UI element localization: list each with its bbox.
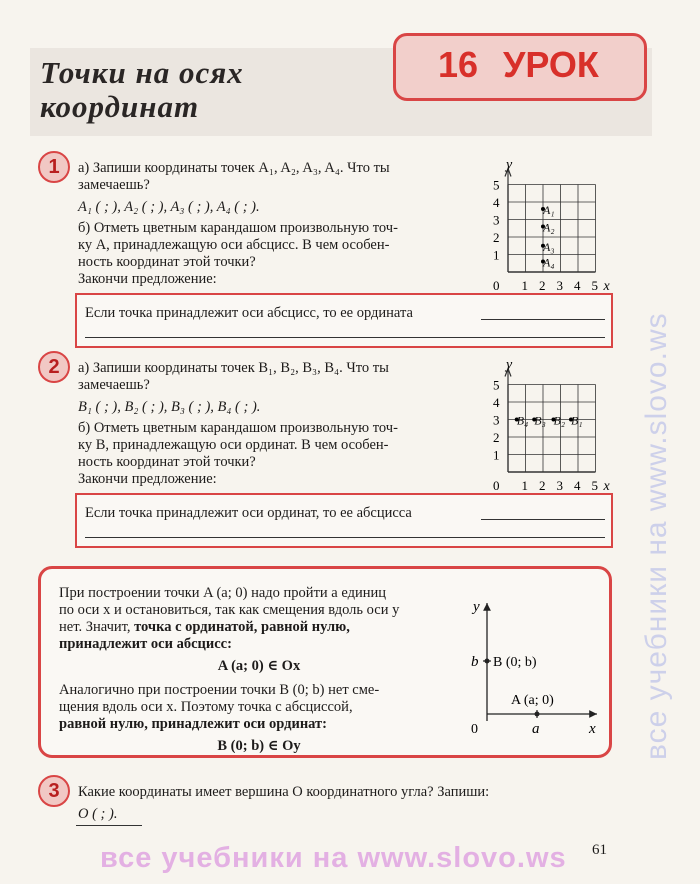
watermark-side: все учебники на www.slovo.ws [640, 312, 673, 760]
task-1-number: 1 [38, 151, 70, 183]
formula-ox: A (a; 0) ∈ Ox [217, 658, 301, 674]
task-2-number: 2 [38, 351, 70, 383]
point-label: A₂ [543, 220, 555, 235]
b-label: b [471, 654, 479, 670]
point-label: A₄ [543, 255, 555, 270]
a-point-label: A (a; 0) [511, 693, 554, 708]
answer-line[interactable] [481, 319, 605, 320]
origin-label: 0 [493, 278, 500, 293]
answer-line[interactable] [481, 519, 605, 520]
y-axis-label: y [473, 599, 480, 615]
watermark-bottom: все учебники на www.slovo.ws [100, 842, 567, 874]
y-tick-label: 5 [493, 177, 500, 193]
x-axis-label: x [603, 479, 610, 494]
task-2-text [78, 360, 478, 471]
lesson-number: 16 [438, 44, 479, 85]
origin-label: 0 [493, 478, 500, 493]
task-1-answer-box [75, 293, 613, 348]
x-tick-label: 2 [539, 278, 546, 293]
task-2-finish: Закончи предложение: [78, 471, 217, 487]
point-label: B₁ [571, 413, 583, 428]
x-tick-label: 3 [556, 478, 563, 493]
task-1-line-1: а) Запиши координаты точек A₁, A₂, A₃, A₄. Что ты [78, 160, 390, 176]
lesson-badge [393, 33, 647, 101]
x-tick-label: 2 [539, 478, 546, 493]
y-tick-label: 2 [493, 430, 500, 445]
task-1-finish: Закончи предложение: [78, 271, 217, 287]
task-2-coords: B₁ ( ; ), B₂ ( ; ), B₃ ( ; ), B₄ ( ; ). [78, 399, 261, 415]
point-label: A₁ [543, 203, 555, 217]
y-tick-label: 1 [493, 447, 500, 463]
task-1-coords: A₁ ( ; ), A₂ ( ; ), A₃ ( ; ), A₄ ( ; ). [78, 199, 260, 215]
rule-line: равной нулю, принадлежит оси ординат: [59, 716, 327, 732]
axis-diagram [461, 593, 611, 738]
y-tick-label: 3 [493, 412, 500, 428]
coordinate-grid-1 [470, 160, 630, 295]
x-tick-label: 1 [521, 478, 528, 493]
y-tick-label: 3 [493, 212, 500, 228]
task-2-line-1: а) Запиши координаты точек B₁, B₂, B₃, B₄. Что ты [78, 360, 389, 376]
task-3-answer[interactable]: O ( ; ). [78, 806, 118, 822]
x-tick-label: 3 [556, 278, 563, 293]
x-axis-label: x [589, 721, 596, 737]
y-tick-label: 4 [493, 395, 500, 410]
answer-underline [76, 825, 142, 826]
point-label: B₂ [553, 413, 566, 428]
x-tick-label: 4 [574, 278, 581, 293]
origin-label: 0 [471, 722, 478, 737]
rule-text [59, 585, 459, 755]
y-tick-label: 2 [493, 230, 500, 245]
y-axis-label: y [506, 360, 513, 373]
task-1-b-line-2: ку A, принадлежащую оси абсцисс. В чем особен- [78, 237, 390, 253]
x-axis-label: x [603, 279, 610, 294]
y-axis-label: y [506, 160, 513, 173]
point-label: B₄ [516, 413, 529, 428]
rule-line: При построении точки A (a; 0) надо пройти a единиц [59, 585, 387, 601]
grid-1-group [493, 160, 611, 294]
title-line-1: Точки на осях [40, 55, 244, 90]
x-tick-label: 1 [521, 278, 528, 293]
x-tick-label: 5 [591, 278, 598, 293]
a-label: a [532, 721, 540, 737]
y-tick-label: 4 [493, 195, 500, 210]
rule-line: Аналогично при построении точки B (0; b) нет сме- [59, 682, 380, 698]
b-point-label: B (0; b) [493, 655, 537, 670]
point-label: B₃ [534, 413, 546, 428]
task-1-b-line-1: б) Отметь цветным карандашом произвольную точ- [78, 220, 398, 236]
lesson-word: УРОК [503, 44, 599, 85]
page-number: 61 [592, 842, 607, 858]
point-label: A₃ [543, 239, 555, 254]
rule-box [38, 566, 612, 758]
x-tick-label: 5 [591, 478, 598, 493]
rule-line: принадлежит оси абсцисс: [59, 636, 232, 652]
task-2-b-line-1: б) Отметь цветным карандашом произвольную точ- [78, 420, 398, 436]
task-2-b-line-2: ку B, принадлежащую оси ординат. В чем особен- [78, 437, 389, 453]
coordinate-grid-2 [470, 360, 630, 495]
rule-line: по оси x и остановиться, так как смещения вдоль оси y [59, 602, 400, 618]
rule-line: щения вдоль оси x. Поэтому точка с абсциссой, [59, 699, 353, 715]
task-3-question: Какие координаты имеет вершина O координатного угла? Запиши: [78, 784, 490, 800]
task-2-b-line-3: ность координат этой точки? [78, 454, 256, 470]
task-2-answer-box [75, 493, 613, 548]
task-1-sentence: Если точка принадлежит оси абсцисс, то ее ордината [85, 305, 413, 321]
grid-2-group [493, 360, 611, 494]
formula-oy: B (0; b) ∈ Oy [217, 738, 301, 754]
task-2-line-2: замечаешь? [78, 377, 150, 393]
task-3-number: 3 [38, 775, 70, 807]
y-tick-label: 5 [493, 377, 500, 393]
task-1-b-line-3: ность координат этой точки? [78, 254, 256, 270]
task-1-text [78, 160, 478, 271]
task-2-sentence: Если точка принадлежит оси ординат, то ее абсцисса [85, 505, 412, 521]
answer-line[interactable] [85, 337, 605, 338]
title-line-2: координат [40, 89, 200, 124]
y-tick-label: 1 [493, 247, 500, 263]
task-1-line-2: замечаешь? [78, 177, 150, 193]
x-tick-label: 4 [574, 478, 581, 493]
rule-line: нет. Значит, точка с ординатой, равной нулю, [59, 619, 350, 635]
lesson-title [40, 56, 244, 124]
answer-line[interactable] [85, 537, 605, 538]
